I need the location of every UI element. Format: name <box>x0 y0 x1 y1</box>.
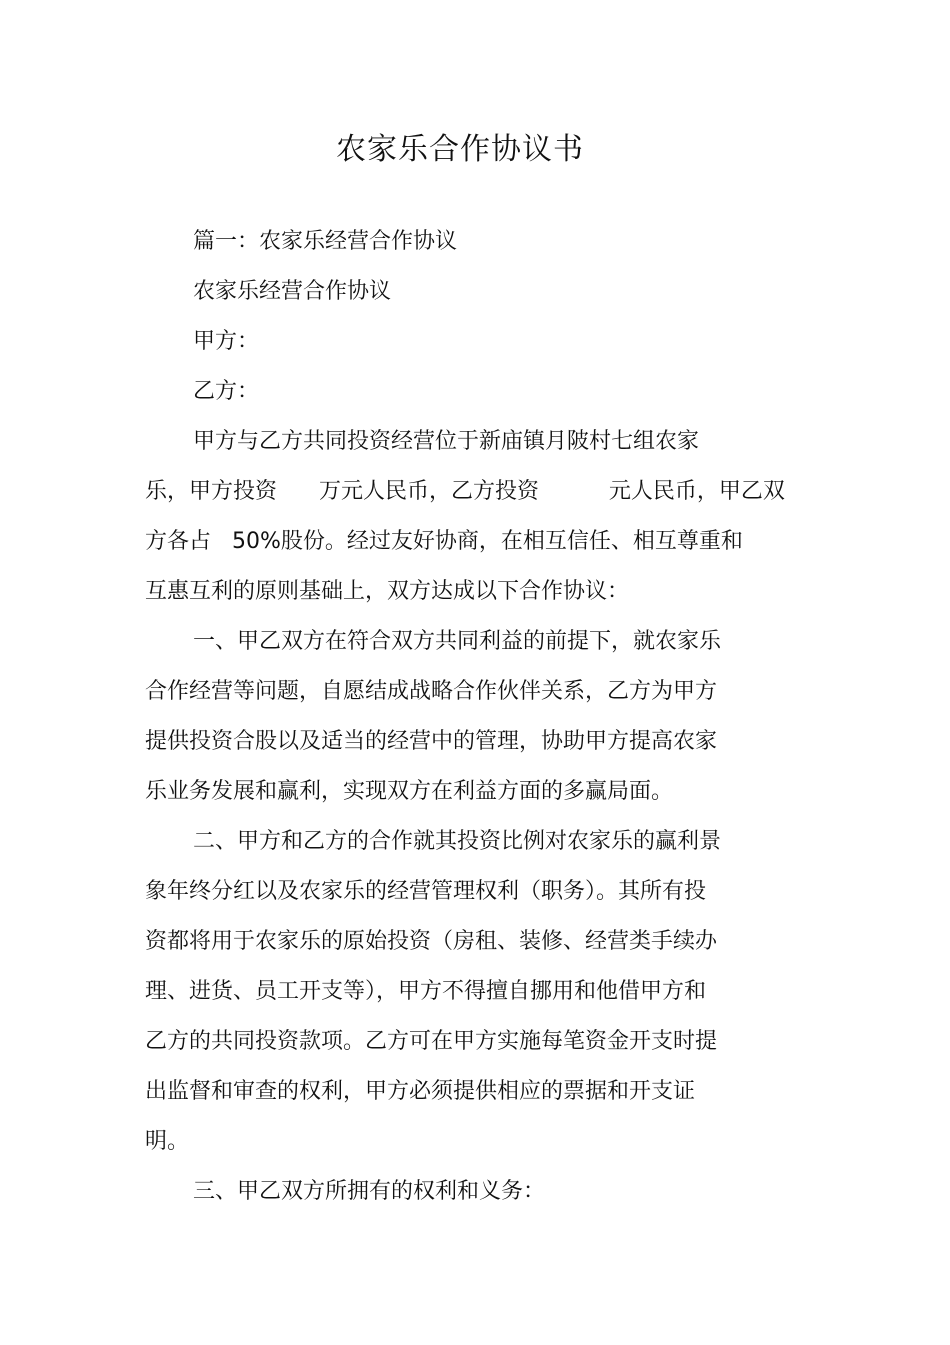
clause-one-line: 一、甲乙双方在符合双方共同利益的前提下，就农家乐 <box>193 629 722 654</box>
clause-one-line: 乐业务发展和赢利，实现双方在利益方面的多赢局面。 <box>145 779 674 804</box>
clause-two-line: 资都将用于农家乐的原始投资（房租、装修、经营类手续办 <box>145 929 718 954</box>
clause-three-heading: 三、甲乙双方所拥有的权利和义务： <box>193 1179 546 1204</box>
clause-two-line: 乙方的共同投资款项。乙方可在甲方实施每笔资金开支时提 <box>145 1029 718 1054</box>
clause-two-line: 二、甲方和乙方的合作就其投资比例对农家乐的赢利景 <box>193 829 722 854</box>
clause-two-line: 理、进货、员工开支等），甲方不得擅自挪用和他借甲方和 <box>145 979 707 1004</box>
clause-two-line: 象年终分红以及农家乐的经营管理权利（职务）。其所有投 <box>145 879 707 904</box>
section-heading: 篇一：农家乐经营合作协议 <box>193 229 458 254</box>
document-title: 农家乐合作协议书 <box>336 132 584 167</box>
body-text-line: 互惠互利的原则基础上，双方达成以下合作协议： <box>145 579 630 604</box>
clause-two-line: 出监督和审查的权利，甲方必须提供相应的票据和开支证 <box>145 1079 696 1104</box>
body-text-line: 甲方与乙方共同投资经营位于新庙镇月陂村七组农家 <box>193 429 700 454</box>
agreement-subtitle: 农家乐经营合作协议 <box>193 279 392 304</box>
body-text-line: 乐，甲方投资 万元人民币，乙方投资 元人民币，甲乙双 <box>145 479 785 504</box>
clause-one-line: 合作经营等问题，自愿结成战略合作伙伴关系，乙方为甲方 <box>145 679 718 704</box>
clause-two-line: 明。 <box>145 1129 190 1154</box>
party-a-label: 甲方： <box>193 329 260 354</box>
party-b-label: 乙方： <box>193 379 260 404</box>
body-text-line: 方各占 50%股份。经过友好协商，在相互信任、相互尊重和 <box>145 529 743 554</box>
clause-one-line: 提供投资合股以及适当的经营中的管理，协助甲方提高农家 <box>145 729 718 754</box>
